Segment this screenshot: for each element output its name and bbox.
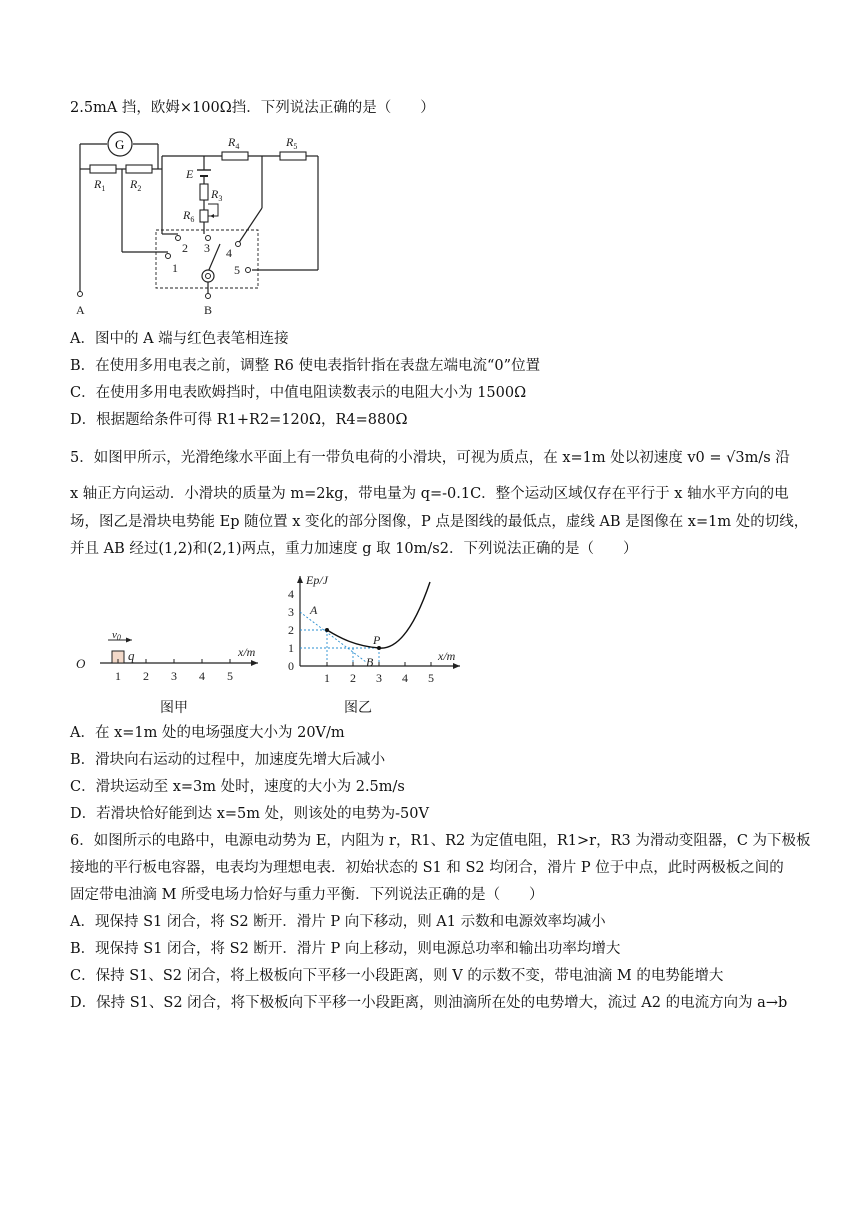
xtick-3: 3: [376, 671, 382, 685]
figure-jia-caption: 图甲: [160, 700, 188, 716]
terminal-B-label: B: [204, 303, 213, 317]
R4-sub: 4: [235, 142, 240, 151]
xtick-4: 4: [402, 671, 408, 685]
charge-label: q: [128, 648, 135, 663]
tick-3: 3: [171, 669, 177, 683]
figure-jia-slider-on-axis: [70, 628, 270, 688]
q6-stem-line-3: 固定带电油滴 M 所受电场力恰好与重力平衡．下列说法正确的是（ ）: [70, 887, 544, 903]
terminal-3-label: 3: [204, 241, 210, 255]
q4-option-a: A．图中的 A 端与红色表笔相连接: [70, 331, 289, 347]
xtick-2: 2: [350, 671, 356, 685]
svg-text:R3: [210, 187, 222, 203]
ytick-4: 4: [288, 587, 294, 601]
point-B-label: B: [366, 655, 374, 669]
ytick-1: 1: [288, 641, 294, 655]
tick-2: 2: [143, 669, 149, 683]
q4-option-d: D．根据题给条件可得 R1+R2=120Ω，R4=880Ω: [70, 412, 408, 428]
x-axis-label-yi: x/m: [438, 649, 456, 663]
q6-option-a: A．现保持 S1 闭合，将 S2 断开．滑片 P 向下移动，则 A1 示数和电源效率均减小: [70, 914, 606, 930]
ytick-0: 0: [288, 659, 294, 673]
tick-5: 5: [227, 669, 233, 683]
q4-option-b: B．在使用多用电表之前，调整 R6 使电表指针指在表盘左端电流“0”位置: [70, 358, 541, 374]
R2-sub: 2: [137, 184, 142, 193]
R3-label: R: [211, 187, 219, 201]
q6-option-d: D．保持 S1、S2 闭合，将下极板向下平移一小段距离，则油滴所在处的电势增大，流过 A2 的电流方向为 a→b: [70, 995, 788, 1011]
tick-1: 1: [115, 669, 121, 683]
q5-option-a: A．在 x=1m 处的电场强度大小为 20V/m: [70, 725, 345, 741]
svg-text:v0: [112, 629, 121, 642]
ytick-2: 2: [288, 623, 294, 637]
y-axis-label: Ep/J: [306, 573, 328, 587]
xtick-1: 1: [324, 671, 330, 685]
q5-stem-line-1: 5．如图甲所示，光滑绝缘水平面上有一带负电荷的小滑块，可视为质点，在 x=1m 处以初速度 v0 = √3m/s 沿: [70, 450, 790, 466]
q5-stem-line-2: x 轴正方向运动．小滑块的质量为 m=2kg，带电量为 q=-0.1C．整个运动区域仅存在平行于 x 轴水平方向的电: [70, 486, 789, 502]
terminal-2-label: 2: [182, 241, 188, 255]
q5-option-d: D．若滑块恰好能到达 x=5m 处，则该处的电势为-50V: [70, 806, 429, 822]
multimeter-circuit-figure: [70, 126, 330, 318]
terminal-4-label: 4: [226, 246, 232, 260]
R1-sub: 1: [101, 184, 106, 193]
q5-option-b: B．滑块向右运动的过程中，加速度先增大后减小: [70, 752, 386, 768]
origin-label: O: [76, 656, 86, 671]
R5-label: R: [286, 135, 294, 149]
figure-yi-caption: 图乙: [344, 700, 372, 716]
q5-stem-line-4: 并且 AB 经过(1,2)和(2,1)两点，重力加速度 g 取 10m/s2．下列说法正确的是（ ）: [70, 541, 638, 557]
terminal-A-label: A: [76, 303, 85, 317]
q5-stem-line-3: 场，图乙是滑块电势能 Ep 随位置 x 变化的部分图像，P 点是图线的最低点，虚线 AB 是图像在 x=1m 处的切线，: [70, 514, 809, 530]
q5-option-c: C．滑块运动至 x=3m 处时，速度的大小为 2.5m/s: [70, 779, 405, 795]
R3-sub: 3: [218, 194, 223, 203]
R1-label: R: [94, 177, 102, 191]
svg-text:R1: [93, 177, 105, 193]
point-P-label: P: [373, 633, 381, 647]
terminal-1-label: 1: [172, 261, 178, 275]
q6-option-b: B．现保持 S1 闭合，将 S2 断开．滑片 P 向上移动，则电源总功率和输出功率均增大: [70, 941, 621, 957]
q4-option-c: C．在使用多用电表欧姆挡时，中值电阻读数表示的电阻大小为 1500Ω: [70, 385, 527, 401]
svg-text:R2: [129, 177, 141, 193]
q4-intro: 2.5mA 挡，欧姆×100Ω挡．下列说法正确的是（ ）: [70, 100, 435, 116]
svg-text:R4: [227, 135, 239, 151]
svg-text:R6: [182, 208, 194, 224]
q6-stem-line-1: 6．如图所示的电路中，电源电动势为 E，内阻为 r，R1、R2 为定值电阻，R1>r，R3 为滑动变阻器，C 为下极板: [70, 833, 811, 849]
v0-sub: 0: [116, 633, 121, 642]
R2-label: R: [130, 177, 138, 191]
R5-sub: 5: [293, 142, 298, 151]
x-axis-label: x/m: [238, 645, 256, 659]
E-label: E: [186, 167, 194, 181]
figure-yi-potential-energy-graph: [280, 570, 470, 692]
ytick-3: 3: [288, 605, 294, 619]
R4-label: R: [228, 135, 236, 149]
tick-4: 4: [199, 669, 205, 683]
point-A-label: A: [310, 603, 318, 617]
svg-text:R5: [285, 135, 297, 151]
galvanometer-label: G: [115, 137, 125, 152]
q6-stem-line-2: 接地的平行板电容器，电表均为理想电表．初始状态的 S1 和 S2 均闭合，滑片 P 位于中点，此时两极板之间的: [70, 860, 784, 876]
v0-label: v: [112, 629, 117, 641]
xtick-5: 5: [428, 671, 434, 685]
terminal-5-label: 5: [234, 263, 240, 277]
R6-label: R: [183, 208, 191, 222]
q6-option-c: C．保持 S1、S2 闭合，将上极板向下平移一小段距离，则 V 的示数不变，带电油滴 M 的电势能增大: [70, 968, 724, 984]
R6-sub: 6: [190, 215, 195, 224]
